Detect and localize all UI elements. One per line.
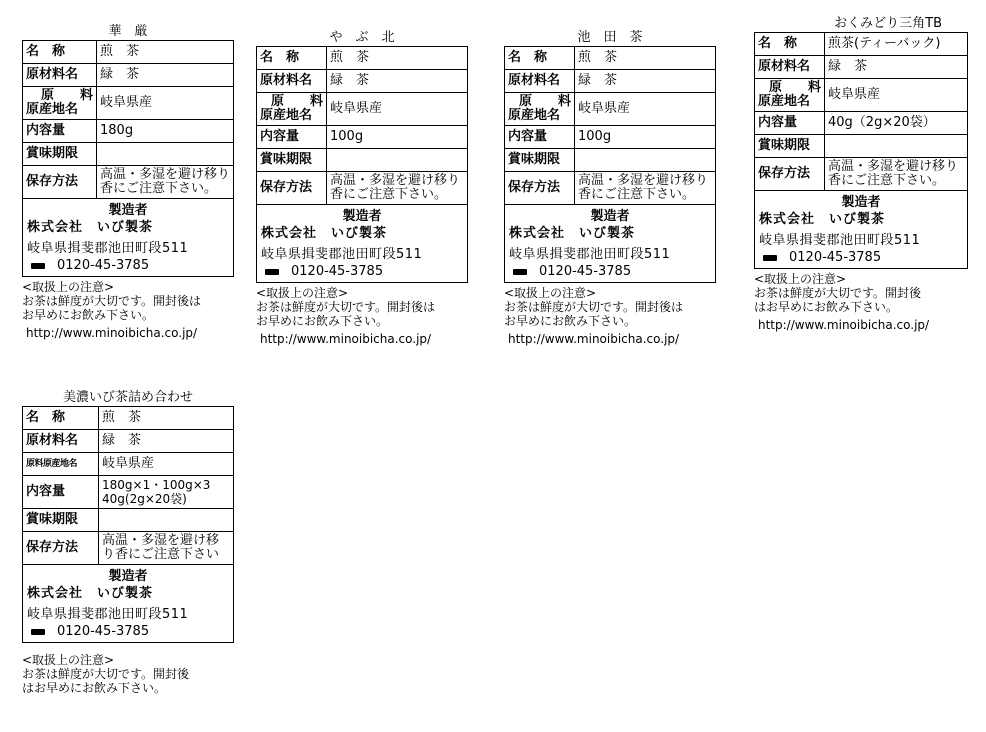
manufacturer-heading: 製造者 <box>342 209 382 224</box>
handling-notes <box>22 280 234 340</box>
handling-notes <box>256 286 468 346</box>
label-ikedacha <box>504 30 716 346</box>
field-volume: 内容量 <box>23 120 97 143</box>
notes-heading: <取扱上の注意> <box>22 653 115 667</box>
field-origin: 原 料 原産地名 <box>257 93 327 126</box>
company-name: 株式会社 いび製茶 <box>261 226 388 241</box>
info-table <box>22 40 234 199</box>
label-kegon <box>22 24 234 340</box>
phone-icon <box>31 263 45 269</box>
field-volume: 内容量 <box>257 126 327 149</box>
manufacturer-heading: 製造者 <box>108 569 148 584</box>
website-url: http://www.minoibicha.co.jp/ <box>758 318 930 332</box>
value-ingredients: 緑 茶 <box>575 70 716 93</box>
field-best-before: 賞味期限 <box>505 149 575 172</box>
field-name: 名 称 <box>23 41 97 64</box>
value-origin: 岐阜県産 <box>825 79 968 112</box>
address: 岐阜県揖斐郡池田町段511 <box>509 247 671 262</box>
notes-heading: <取扱上の注意> <box>256 286 349 300</box>
field-volume: 内容量 <box>505 126 575 149</box>
notes-line: はお早めにお飲み下さい。 <box>22 681 167 695</box>
company-name: 株式会社 いび製茶 <box>27 220 154 235</box>
notes-heading: <取扱上の注意> <box>754 272 847 286</box>
field-name: 名 称 <box>755 33 825 56</box>
address: 岐阜県揖斐郡池田町段511 <box>27 607 189 622</box>
phone-number: 0120-45-3785 <box>57 624 150 639</box>
field-name: 名 称 <box>257 47 327 70</box>
notes-line: お茶は鮮度が大切です。開封後は <box>256 300 436 314</box>
notes-line: お早めにお飲み下さい。 <box>22 308 155 322</box>
manufacturer-heading: 製造者 <box>108 203 148 218</box>
handling-notes <box>754 272 968 332</box>
label-title: や ぶ 北 <box>329 30 395 45</box>
phone-icon <box>265 269 279 275</box>
field-storage: 保存方法 <box>23 166 97 199</box>
field-ingredients: 原材料名 <box>257 70 327 93</box>
notes-line: はお早めにお飲み下さい。 <box>754 300 899 314</box>
field-origin: 原 料 原産地名 <box>23 87 97 120</box>
value-volume: 100g <box>327 126 468 149</box>
value-origin: 岐阜県産 <box>99 453 234 476</box>
value-origin: 岐阜県産 <box>327 93 468 126</box>
value-best-before <box>97 143 234 166</box>
handling-notes <box>504 286 716 346</box>
value-storage: 高温・多湿を避け移り香にご注意下さい。 <box>327 172 468 205</box>
value-ingredients: 緑 茶 <box>99 430 234 453</box>
value-ingredients: 緑 茶 <box>97 64 234 87</box>
company-name: 株式会社 いび製茶 <box>509 226 636 241</box>
label-title: おくみどり三角TB <box>834 16 942 31</box>
value-name: 煎 茶 <box>575 47 716 70</box>
value-storage: 高温・多湿を避け移り香にご注意下さい <box>99 532 234 565</box>
phone-row <box>27 623 229 640</box>
manufacturer-box <box>256 205 468 283</box>
field-best-before: 賞味期限 <box>755 135 825 158</box>
company-name: 株式会社 いび製茶 <box>759 212 886 227</box>
notes-line: お茶は鮮度が大切です。開封後は <box>504 300 684 314</box>
value-ingredients: 緑 茶 <box>327 70 468 93</box>
info-table <box>256 46 468 205</box>
field-origin: 原 料 原産地名 <box>755 79 825 112</box>
phone-number: 0120-45-3785 <box>291 264 384 279</box>
phone-row <box>759 249 963 266</box>
address: 岐阜県揖斐郡池田町段511 <box>261 247 423 262</box>
manufacturer-box <box>504 205 716 283</box>
website-url: http://www.minoibicha.co.jp/ <box>260 332 432 346</box>
field-storage: 保存方法 <box>505 172 575 205</box>
company-name: 株式会社 いび製茶 <box>27 586 154 601</box>
field-name: 名 称 <box>23 407 99 430</box>
manufacturer-box <box>754 191 968 269</box>
value-origin: 岐阜県産 <box>575 93 716 126</box>
value-ingredients: 緑 茶 <box>825 56 968 79</box>
field-ingredients: 原材料名 <box>23 430 99 453</box>
manufacturer-box <box>22 565 234 643</box>
phone-row <box>27 257 229 274</box>
label-title: 美濃いび茶詰め合わせ <box>62 390 193 405</box>
address: 岐阜県揖斐郡池田町段511 <box>759 233 921 248</box>
info-table <box>504 46 716 205</box>
field-volume: 内容量 <box>755 112 825 135</box>
phone-icon <box>763 255 777 261</box>
notes-line: お茶は鮮度が大切です。開封後 <box>754 286 922 300</box>
value-volume: 180g <box>97 120 234 143</box>
manufacturer-box <box>22 199 234 277</box>
field-best-before: 賞味期限 <box>257 149 327 172</box>
handling-notes <box>22 653 234 695</box>
value-storage: 高温・多湿を避け移り香にご注意下さい。 <box>97 166 234 199</box>
value-best-before <box>327 149 468 172</box>
value-name: 煎 茶 <box>99 407 234 430</box>
notes-line: お早めにお飲み下さい。 <box>504 314 637 328</box>
field-storage: 保存方法 <box>23 532 99 565</box>
notes-line: お早めにお飲み下さい。 <box>256 314 389 328</box>
field-storage: 保存方法 <box>755 158 825 191</box>
manufacturer-heading: 製造者 <box>841 195 881 210</box>
value-storage: 高温・多湿を避け移り香にご注意下さい。 <box>825 158 968 191</box>
field-ingredients: 原材料名 <box>755 56 825 79</box>
value-name: 煎 茶 <box>97 41 234 64</box>
value-volume: 100g <box>575 126 716 149</box>
website-url: http://www.minoibicha.co.jp/ <box>508 332 680 346</box>
value-name: 煎 茶 <box>327 47 468 70</box>
value-name: 煎茶(ティーバック) <box>825 33 968 56</box>
phone-row <box>509 263 711 280</box>
phone-row <box>261 263 463 280</box>
value-origin: 岐阜県産 <box>97 87 234 120</box>
info-table <box>22 406 234 565</box>
label-yabukita <box>256 30 468 346</box>
field-volume: 内容量 <box>23 476 99 509</box>
address: 岐阜県揖斐郡池田町段511 <box>27 241 189 256</box>
notes-line: お茶は鮮度が大切です。開封後 <box>22 667 190 681</box>
manufacturer-heading: 製造者 <box>590 209 630 224</box>
notes-line: お茶は鮮度が大切です。開封後は <box>22 294 202 308</box>
phone-icon <box>31 629 45 635</box>
notes-heading: <取扱上の注意> <box>22 280 115 294</box>
field-storage: 保存方法 <box>257 172 327 205</box>
label-title: 池 田 茶 <box>577 30 643 45</box>
value-best-before <box>825 135 968 158</box>
label-mino-ibicha-assortment <box>22 390 234 695</box>
value-storage: 高温・多湿を避け移り香にご注意下さい。 <box>575 172 716 205</box>
field-ingredients: 原材料名 <box>505 70 575 93</box>
field-origin: 原料原産地名 <box>23 453 99 476</box>
info-table <box>754 32 968 191</box>
phone-icon <box>513 269 527 275</box>
value-best-before <box>99 509 234 532</box>
field-best-before: 賞味期限 <box>23 509 99 532</box>
field-name: 名 称 <box>505 47 575 70</box>
field-best-before: 賞味期限 <box>23 143 97 166</box>
field-origin: 原 料 原産地名 <box>505 93 575 126</box>
phone-number: 0120-45-3785 <box>57 258 150 273</box>
value-best-before <box>575 149 716 172</box>
website-url: http://www.minoibicha.co.jp/ <box>26 326 198 340</box>
field-ingredients: 原材料名 <box>23 64 97 87</box>
notes-heading: <取扱上の注意> <box>504 286 597 300</box>
label-title: 華 厳 <box>108 24 148 39</box>
value-volume: 40g（2g×20袋） <box>825 112 968 135</box>
phone-number: 0120-45-3785 <box>539 264 632 279</box>
phone-number: 0120-45-3785 <box>789 250 882 265</box>
value-volume: 180g×1・100g×3 40g(2g×20袋) <box>99 476 234 509</box>
label-okumidori-tb <box>754 16 968 332</box>
